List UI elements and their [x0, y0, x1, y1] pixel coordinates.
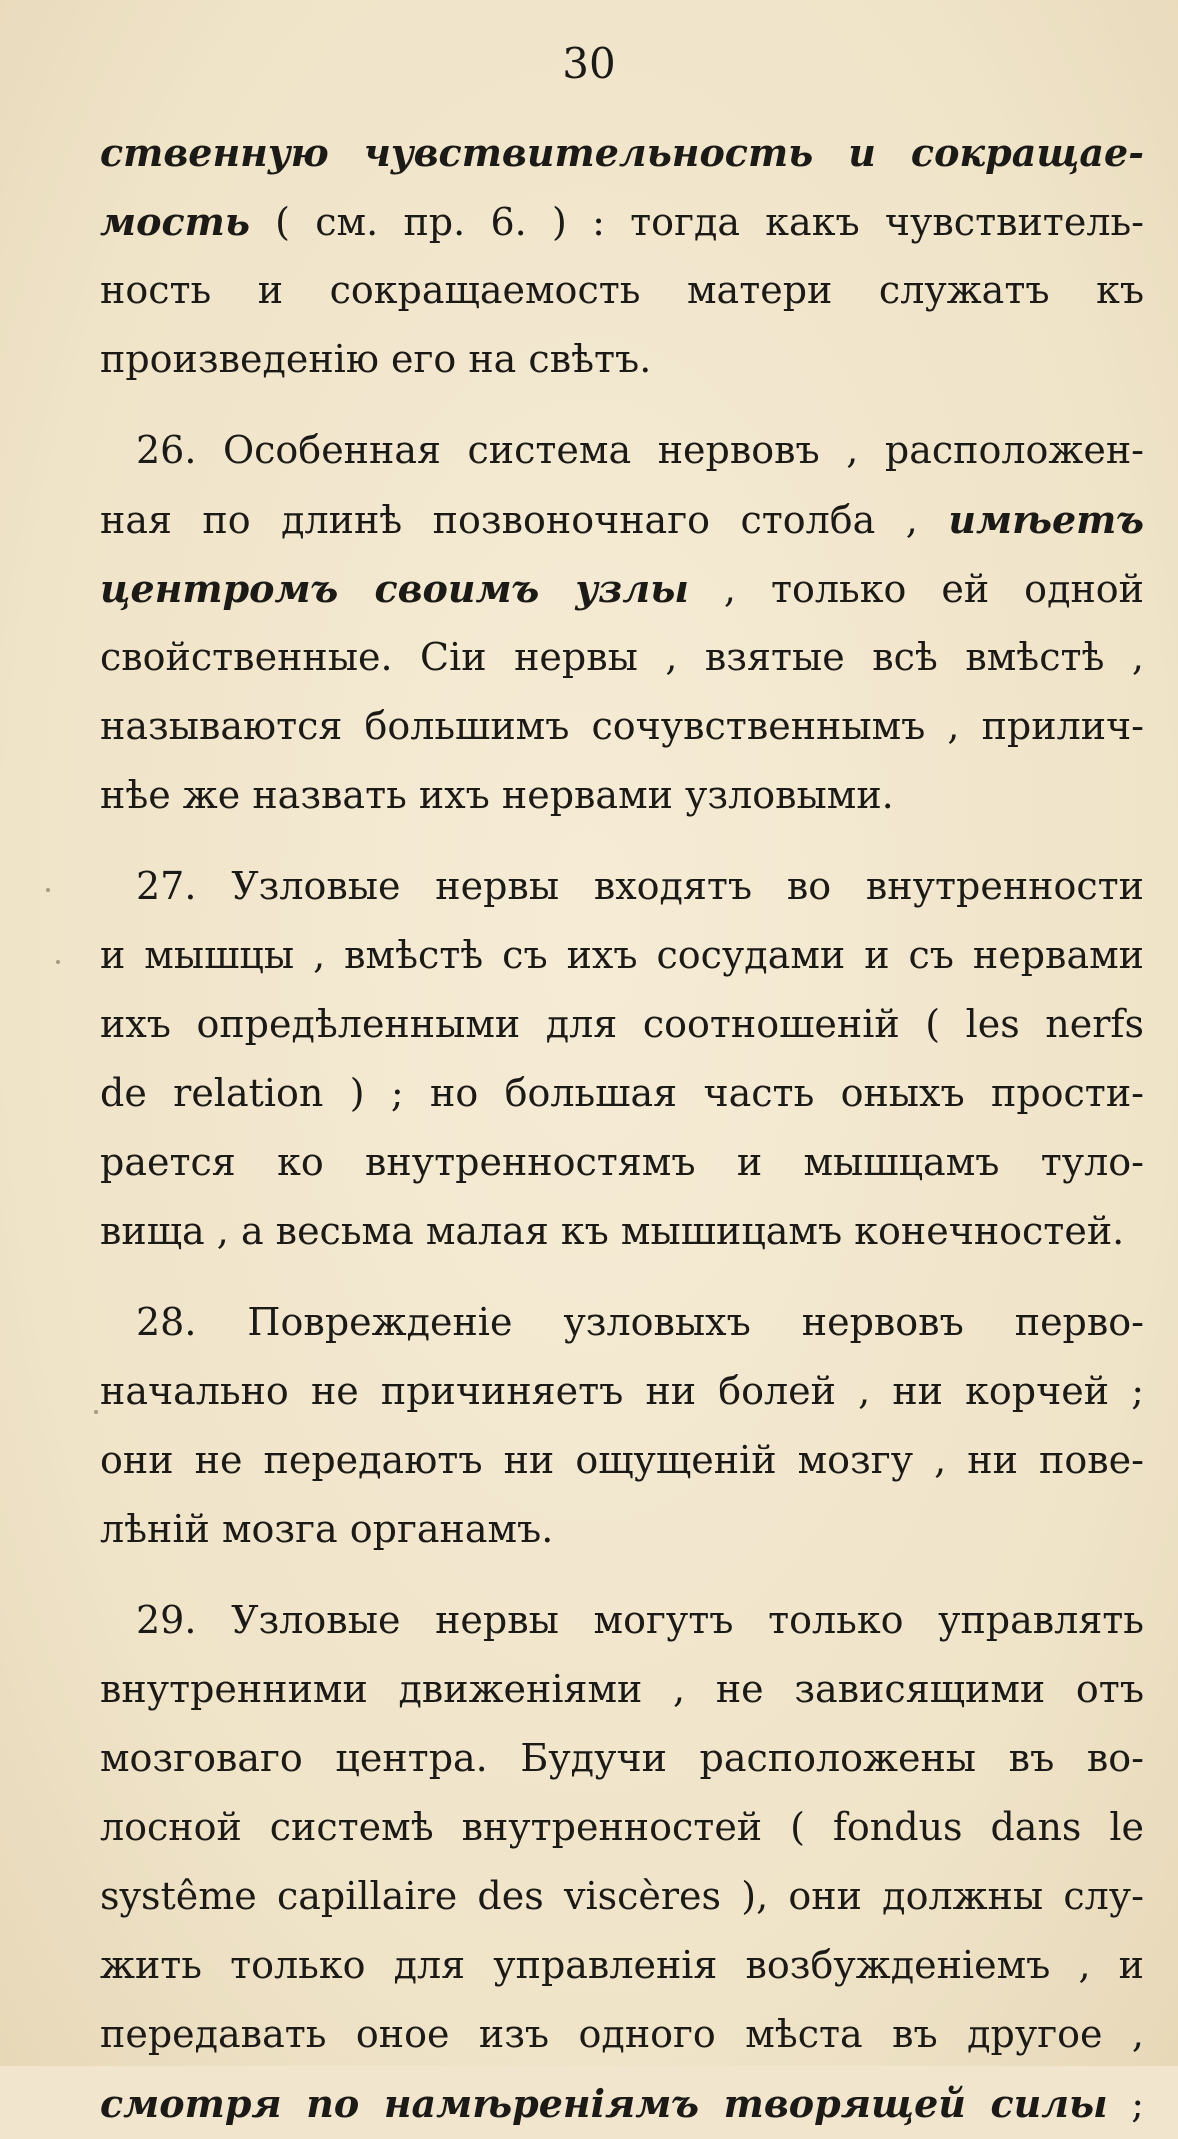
text-segment: и мышцы , вмѣстѣ съ ихъ сосудами и съ нервами [100, 933, 1144, 977]
text-segment: 28. Поврежденіе узловыхъ нервовъ перво- [136, 1300, 1144, 1344]
text-segment: мозговаго центра. Будучи расположены въ во- [100, 1736, 1144, 1780]
ink-speck [56, 960, 60, 964]
text-line [100, 1197, 1144, 1266]
text-segment: ; [1107, 2082, 1144, 2126]
text-segment: лосной системѣ внутренностей ( fondus dans le [100, 1805, 1144, 1849]
text-line [100, 187, 1144, 256]
text-segment: 26. Особенная система нервовъ , расположен- [136, 428, 1144, 472]
text-segment: , только ей одной [688, 567, 1144, 611]
text-line [100, 1793, 1144, 1862]
text-segment: свойственные. Сіи нервы , взятые всѣ вмѣстѣ , [100, 635, 1144, 679]
emphasized-text: имѣетъ [948, 497, 1144, 542]
page-text [100, 118, 1144, 2138]
text-line [100, 118, 1144, 187]
text-line [100, 485, 1144, 554]
emphasized-text: смотря по намѣреніямъ творящей силы [100, 2081, 1108, 2126]
ink-speck [94, 1410, 98, 1414]
text-line [100, 1357, 1144, 1426]
text-line [100, 2000, 1144, 2069]
text-line [100, 554, 1144, 623]
text-line [100, 921, 1144, 990]
text-segment: лѣній мозга органамъ. [100, 1507, 554, 1551]
text-line [100, 256, 1144, 325]
text-line [100, 1128, 1144, 1197]
text-segment: передавать оное изъ одного мѣста въ другое , [100, 2012, 1144, 2056]
paragraph-p26 [100, 416, 1144, 830]
emphasized-text: мость [100, 199, 250, 244]
emphasized-text: ственную чувствительность и сокращае- [100, 130, 1144, 175]
text-segment: ная по длинѣ позвоночнаго столба , [100, 498, 949, 542]
paragraph-p28 [100, 1288, 1144, 1564]
text-segment: называются большимъ сочувственнымъ , прилич- [100, 704, 1144, 748]
text-segment: ( см. пр. 6. ) : тогда какъ чувствитель- [249, 200, 1144, 244]
text-line [100, 2069, 1144, 2138]
paragraph-p29 [100, 1586, 1144, 2138]
text-line [100, 623, 1144, 692]
text-line [100, 1426, 1144, 1495]
text-line [100, 1495, 1144, 1564]
paragraph-p27 [100, 852, 1144, 1266]
text-line [100, 325, 1144, 394]
text-segment: произведенію его на свѣтъ. [100, 337, 652, 381]
text-segment: вища , а весьма малая къ мышицамъ конечностей. [100, 1209, 1125, 1253]
text-segment: 27. Узловые нервы входятъ во внутренности [136, 864, 1144, 908]
emphasized-text: центромъ своимъ узлы [100, 566, 689, 611]
text-segment: ихъ опредѣленными для соотношеній ( les nerfs [100, 1002, 1144, 1046]
text-line [100, 852, 1144, 921]
text-segment: внутренними движеніями , не зависящими отъ [100, 1667, 1144, 1711]
text-segment: начально не причиняетъ ни болей , ни корчей ; [100, 1369, 1144, 1413]
text-line [100, 1862, 1144, 1931]
text-segment: de relation ) ; но большая часть оныхъ прости- [100, 1071, 1144, 1115]
text-segment: 29. Узловые нервы могутъ только управлять [136, 1598, 1144, 1642]
text-line [100, 1288, 1144, 1357]
text-segment: systême capillaire des viscères ), они должны слу- [100, 1874, 1144, 1918]
text-line [100, 990, 1144, 1059]
text-line [100, 1724, 1144, 1793]
page-number: 30 [562, 39, 616, 88]
text-line [100, 692, 1144, 761]
text-segment: они не передаютъ ни ощущеній мозгу , ни пове- [100, 1438, 1144, 1482]
ink-speck [46, 888, 50, 892]
text-segment: рается ко внутренностямъ и мышцамъ туло- [100, 1140, 1144, 1184]
text-line [100, 416, 1144, 485]
text-line [100, 1931, 1144, 2000]
text-line [100, 1655, 1144, 1724]
text-segment: жить только для управленія возбужденіемъ , и [100, 1943, 1144, 1987]
text-segment: нѣе же назвать ихъ нервами узловыми. [100, 773, 894, 817]
text-line [100, 761, 1144, 830]
text-line [100, 1059, 1144, 1128]
text-segment: ность и сокращаемость матери служатъ къ [100, 268, 1144, 312]
text-line [100, 1586, 1144, 1655]
paragraph-continuation [100, 118, 1144, 394]
